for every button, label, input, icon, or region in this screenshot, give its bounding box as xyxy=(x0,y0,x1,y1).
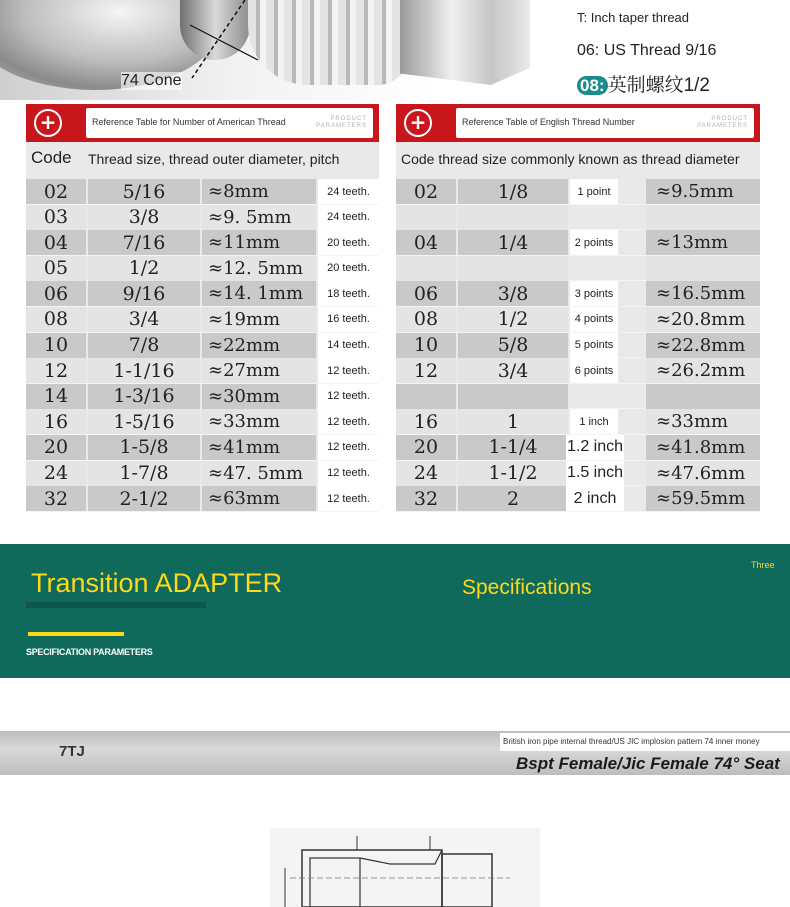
cell-pts: 6 points xyxy=(570,358,618,383)
cell-diam: ≈33mm xyxy=(646,409,760,434)
cell-teeth: 16 teeth. xyxy=(318,307,379,332)
banner-title: Reference Table for Number of American Thread xyxy=(92,117,286,127)
legend-british-thread xyxy=(577,70,710,97)
cell-pts: 2 inch xyxy=(566,486,624,511)
cell-size: 1 xyxy=(458,409,568,434)
cell-diam: ≈41mm xyxy=(202,435,316,460)
fitting-nut-image xyxy=(400,0,530,85)
cell-teeth: 12 teeth. xyxy=(318,461,379,486)
section-params-label: SPECIFICATION PARAMETERS xyxy=(26,647,153,657)
cell-diam xyxy=(646,384,760,409)
table-row xyxy=(26,179,379,205)
cone-pointer-lines xyxy=(190,0,260,80)
cell-size: 7/16 xyxy=(88,230,200,255)
cell-size: 1/4 xyxy=(458,230,568,255)
english-thread-table xyxy=(396,104,760,512)
cell-code: 05 xyxy=(26,256,86,281)
cell-code: 10 xyxy=(396,333,456,358)
cell-size: 9/16 xyxy=(88,281,200,306)
cell-diam: ≈22.8mm xyxy=(646,333,760,358)
cell-size: 7/8 xyxy=(88,333,200,358)
legend-taper-thread: T: Inch taper thread xyxy=(577,10,690,25)
cell-code: 20 xyxy=(396,435,456,460)
cell-teeth: 20 teeth. xyxy=(318,230,379,255)
cell-diam xyxy=(646,256,760,281)
cell-size: 3/8 xyxy=(88,205,200,230)
cell-size: 1-5/16 xyxy=(88,409,200,434)
cell-pts: 4 points xyxy=(570,307,618,332)
table-row xyxy=(26,358,379,384)
cell-diam: ≈33mm xyxy=(202,409,316,434)
table-row xyxy=(396,230,760,256)
cell-code xyxy=(396,384,456,409)
plus-circle-icon: + xyxy=(34,109,62,137)
cell-size: 1-5/8 xyxy=(88,435,200,460)
cell-code: 10 xyxy=(26,333,86,358)
cell-size: 1-7/8 xyxy=(88,461,200,486)
column-header-caption: Code thread size commonly known as thread diameter xyxy=(401,151,740,167)
cell-pts: 5 points xyxy=(570,333,618,358)
cell-diam: ≈20.8mm xyxy=(646,307,760,332)
cell-diam: ≈19mm xyxy=(202,307,316,332)
cell-size: 3/4 xyxy=(88,307,200,332)
cell-code: 20 xyxy=(26,435,86,460)
section-specifications: Specifications xyxy=(462,576,592,599)
cell-code: 24 xyxy=(26,461,86,486)
cell-pts: 1 point xyxy=(570,179,618,204)
cell-code: 12 xyxy=(396,358,456,383)
banner-subtitle-line1: PRODUCT xyxy=(330,116,367,122)
legend-code-badge: 08: xyxy=(577,76,608,95)
cell-code xyxy=(396,205,456,230)
cell-diam: ≈14. 1mm xyxy=(202,281,316,306)
cell-size: 1/2 xyxy=(458,307,568,332)
section-title: Transition ADAPTER xyxy=(31,568,283,598)
cell-size: 1/2 xyxy=(88,256,200,281)
table-row xyxy=(26,281,379,307)
column-header-caption: Thread size, thread outer diameter, pitch xyxy=(88,151,340,167)
table-row xyxy=(26,333,379,359)
cell-code: 06 xyxy=(26,281,86,306)
cell-size: 5/16 xyxy=(88,179,200,204)
cell-teeth: 12 teeth. xyxy=(318,486,379,511)
cell-size xyxy=(458,205,568,230)
cell-size: 5/8 xyxy=(458,333,568,358)
cell-size xyxy=(458,256,568,281)
cell-size: 3/4 xyxy=(458,358,568,383)
cell-teeth: 12 teeth. xyxy=(318,435,379,460)
cell-pts xyxy=(570,205,618,230)
legend-british-text: 英制螺纹1/2 xyxy=(607,75,710,96)
title-shadow xyxy=(26,602,206,608)
model-title: Bspt Female/Jic Female 74° Seat xyxy=(516,754,780,773)
cell-code: 04 xyxy=(26,230,86,255)
table-body xyxy=(26,179,379,512)
cell-size: 1/8 xyxy=(458,179,568,204)
cell-pts: 1.5 inch xyxy=(566,461,624,486)
table-row xyxy=(396,358,760,384)
table-row xyxy=(396,409,760,435)
table-row xyxy=(396,486,760,512)
cell-code: 14 xyxy=(26,384,86,409)
technical-drawing xyxy=(270,828,540,907)
cell-code: 03 xyxy=(26,205,86,230)
cell-teeth: 24 teeth. xyxy=(318,205,379,230)
cell-pts: 1 inch xyxy=(570,409,618,434)
cell-pts: 1.2 inch xyxy=(566,435,624,460)
cell-diam: ≈47. 5mm xyxy=(202,461,316,486)
banner-title: Reference Table of English Thread Number xyxy=(462,117,635,127)
cell-code xyxy=(396,256,456,281)
cell-diam: ≈41.8mm xyxy=(646,435,760,460)
cell-code: 16 xyxy=(26,409,86,434)
table-row xyxy=(396,281,760,307)
transition-adapter-section xyxy=(0,544,790,678)
cell-diam: ≈27mm xyxy=(202,358,316,383)
fitting-cone-thread-image xyxy=(248,0,408,85)
cell-diam: ≈16.5mm xyxy=(646,281,760,306)
cell-code: 06 xyxy=(396,281,456,306)
cell-teeth: 18 teeth. xyxy=(318,281,379,306)
accent-bar xyxy=(28,632,124,636)
cell-size: 1-1/16 xyxy=(88,358,200,383)
cell-teeth: 24 teeth. xyxy=(318,179,379,204)
table-row xyxy=(26,230,379,256)
cell-code: 08 xyxy=(396,307,456,332)
product-photo xyxy=(0,0,790,100)
cell-code: 32 xyxy=(396,486,456,511)
cell-code: 32 xyxy=(26,486,86,511)
cell-code: 04 xyxy=(396,230,456,255)
cell-pts xyxy=(570,384,618,409)
cell-diam: ≈9. 5mm xyxy=(202,205,316,230)
cell-teeth: 12 teeth. xyxy=(318,358,379,383)
cell-size: 1-1/4 xyxy=(458,435,568,460)
cell-code: 02 xyxy=(26,179,86,204)
cell-teeth: 14 teeth. xyxy=(318,333,379,358)
banner-subtitle-line1: PRODUCT xyxy=(711,116,748,122)
table-row xyxy=(26,205,379,231)
cell-teeth: 12 teeth. xyxy=(318,384,379,409)
cell-diam: ≈59.5mm xyxy=(646,486,760,511)
cell-diam: ≈63mm xyxy=(202,486,316,511)
cell-diam: ≈8mm xyxy=(202,179,316,204)
cell-diam: ≈30mm xyxy=(202,384,316,409)
column-header-code: Code xyxy=(31,148,72,167)
table-row xyxy=(26,435,379,461)
cell-diam xyxy=(646,205,760,230)
table-row xyxy=(26,384,379,410)
table-body xyxy=(396,179,760,512)
banner-subtitle-line2: PARAMETERS xyxy=(697,123,748,129)
section-tag: Three xyxy=(751,560,775,570)
table-row xyxy=(26,307,379,333)
table-row xyxy=(396,461,760,487)
cell-code: 24 xyxy=(396,461,456,486)
cell-diam: ≈22mm xyxy=(202,333,316,358)
table-row xyxy=(396,307,760,333)
cell-diam: ≈13mm xyxy=(646,230,760,255)
banner-subtitle xyxy=(316,116,367,130)
table-row xyxy=(396,384,760,410)
table-banner xyxy=(396,104,760,142)
cell-size: 1-1/2 xyxy=(458,461,568,486)
american-thread-table xyxy=(26,104,379,512)
cell-code: 12 xyxy=(26,358,86,383)
cell-diam: ≈12. 5mm xyxy=(202,256,316,281)
table-row xyxy=(396,256,760,282)
cell-diam: ≈47.6mm xyxy=(646,461,760,486)
table-row xyxy=(26,461,379,487)
table-row xyxy=(396,179,760,205)
cell-teeth: 12 teeth. xyxy=(318,409,379,434)
cell-code: 02 xyxy=(396,179,456,204)
legend-us-thread: 06: US Thread 9/16 xyxy=(577,42,717,59)
cell-pts xyxy=(570,256,618,281)
table-row xyxy=(26,256,379,282)
table-row xyxy=(396,205,760,231)
cell-size: 2 xyxy=(458,486,568,511)
cell-teeth: 20 teeth. xyxy=(318,256,379,281)
plus-circle-icon: + xyxy=(404,109,432,137)
cell-pts: 3 points xyxy=(570,281,618,306)
model-code: 7TJ xyxy=(59,743,85,760)
table-row xyxy=(26,486,379,512)
cell-code: 16 xyxy=(396,409,456,434)
model-description: British iron pipe internal thread/US JIC implosion pattern 74 inner money xyxy=(503,737,760,746)
table-row xyxy=(26,409,379,435)
cell-size: 3/8 xyxy=(458,281,568,306)
banner-subtitle-line2: PARAMETERS xyxy=(316,123,367,129)
table-row xyxy=(396,333,760,359)
cell-diam: ≈9.5mm xyxy=(646,179,760,204)
table-banner xyxy=(26,104,379,142)
cell-pts: 2 points xyxy=(570,230,618,255)
cell-diam: ≈11mm xyxy=(202,230,316,255)
table-row xyxy=(396,435,760,461)
banner-title-box xyxy=(86,108,373,138)
cell-size: 1-3/16 xyxy=(88,384,200,409)
cell-size xyxy=(458,384,568,409)
banner-title-box xyxy=(456,108,754,138)
cell-size: 2-1/2 xyxy=(88,486,200,511)
banner-subtitle xyxy=(697,116,748,130)
cell-diam: ≈26.2mm xyxy=(646,358,760,383)
cone-label: 74 Cone xyxy=(121,72,182,89)
cell-code: 08 xyxy=(26,307,86,332)
